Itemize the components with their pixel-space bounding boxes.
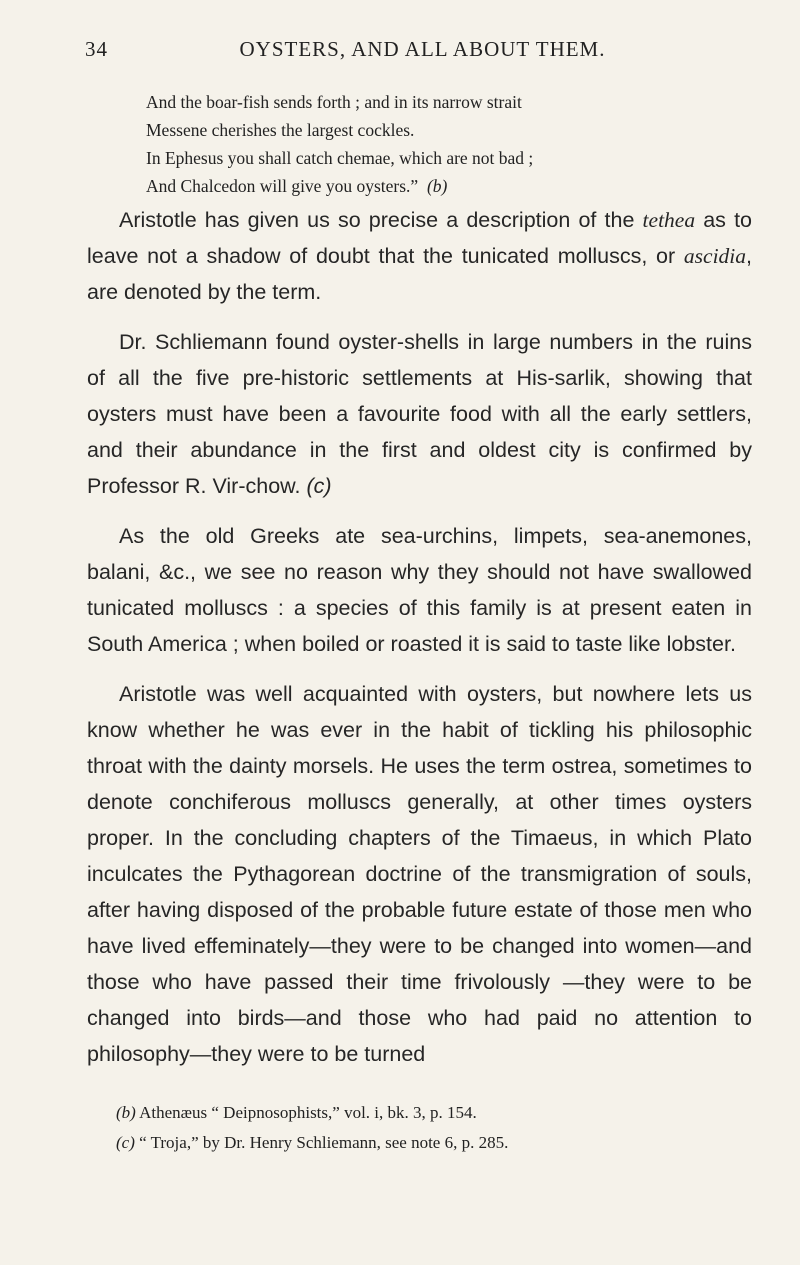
verse-line	[146, 172, 726, 200]
paragraph-aristotle: Aristotle was well acquainted with oysters, but nowhere lets us know whether he was ever in the habit of tickling his philosophic throat with the dainty morsels. He uses the term ostrea, sometimes to denote conchiferous molluscs generally, at other times oysters proper. In the concluding chapters of the Timaeus, in which Plato inculcates the Pythagorean doctrine of the transmigration of souls, after having disposed of the probable future estate of those men who have lived effeminately—they were to be changed into women—and those who have passed their time frivolously —they were to be changed into birds—and those who had paid no attention to philosophy—they were to be turned	[87, 682, 752, 1066]
body-text	[87, 202, 752, 1086]
footnotes	[116, 1098, 756, 1158]
paragraph-schliemann	[87, 324, 752, 504]
footnote-b	[116, 1098, 756, 1128]
paragraph-greeks: As the old Greeks ate sea-urchins, limpets, sea-anemones, balani, &c., we see no reason why they should not have swallowed tunicated molluscs : a species of this family is at present eaten in South America ; when boiled or roasted it is said to taste like lobster.	[87, 524, 752, 656]
footnote-ref-c: (c)	[306, 474, 332, 498]
running-title: OYSTERS, AND ALL ABOUT THEM.	[239, 37, 606, 61]
emphasis-tethea: tethea	[642, 208, 696, 232]
page-number: 34	[85, 37, 108, 61]
footnote-text: Athenæus “ Deipnosophists,” vol. i, bk. 3, p. 154.	[135, 1103, 477, 1122]
paragraph-tethea	[87, 202, 752, 310]
text-run: Aristotle has given us so precise a description of the	[119, 208, 643, 232]
text-run: , are denoted by the term.	[87, 244, 752, 304]
footnote-mark: (c)	[116, 1133, 135, 1152]
footnote-text: “ Troja,” by Dr. Henry Schliemann, see note 6, p. 285.	[134, 1133, 509, 1152]
footnote-c	[116, 1128, 756, 1158]
verse-line: And the boar-fish sends forth ; and in its narrow strait	[146, 92, 522, 112]
text-run: as to leave not a shadow of doubt that the tunicated molluscs, or	[87, 208, 752, 268]
verse-line: Messene cherishes the largest cockles.	[146, 120, 415, 140]
verse-line-text: And Chalcedon will give you oysters.”	[146, 176, 419, 196]
page-header	[85, 37, 760, 67]
footnote-mark: (b)	[116, 1103, 136, 1122]
text-run: Dr. Schliemann found oyster-shells in large numbers in the ruins of all the five pre-historic settlements at His-sarlik, showing that oysters must have been a favourite food with all the early settlers, and their abundance in the first and oldest city is confirmed by Professor R. Vir-chow.	[87, 330, 752, 498]
verse-line: In Ephesus you shall catch chemae, which are not bad ;	[146, 148, 534, 168]
footnote-ref-b: (b)	[426, 176, 448, 196]
verse-quotation	[146, 88, 726, 200]
emphasis-ascidia: ascidia	[683, 244, 747, 268]
